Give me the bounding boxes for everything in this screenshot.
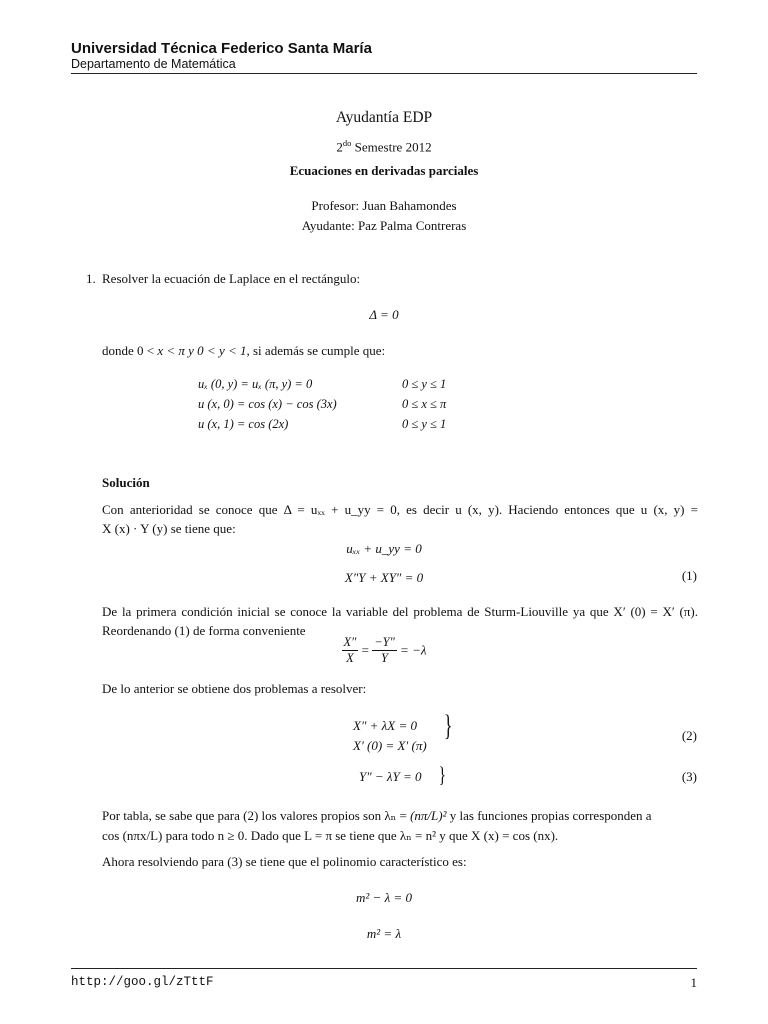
solution-paragraph-2-line-1: De la primera condición inicial se conoce la variable del problema de Sturm-Liouville ya que X′ (0) = X′ (π). — [102, 604, 698, 619]
condition-range: 0 ≤ x ≤ π — [402, 397, 447, 411]
system-2 — [353, 716, 427, 756]
condition-eq: u (x, 0) = cos (x) − cos (3x) — [198, 397, 337, 411]
problem-statement: Resolver la ecuación de Laplace en el rectángulo: — [102, 271, 361, 286]
equation-1-number: (1) — [681, 568, 697, 583]
department-name: Departamento de Matemática — [71, 57, 236, 71]
system-3: Y″ − λY = 0 — [359, 769, 422, 784]
characteristic-equation — [71, 888, 697, 908]
solution-paragraph-2-line-2: Reordenando (1) de forma conveniente — [102, 623, 306, 638]
problem-number: 1. — [86, 271, 96, 286]
equation-1-text: X″Y + XY″ = 0 — [344, 570, 424, 585]
fraction-left-den: X — [346, 651, 354, 665]
condition-row — [198, 417, 446, 437]
domain-post: , si además se cumple que: — [246, 343, 386, 358]
document-title: Ayudantía EDP — [335, 109, 433, 126]
system-2-number: (2) — [681, 728, 697, 743]
p4-part-b: y las funciones propias corresponden a — [446, 808, 652, 823]
system-2-line-2: X′ (0) = X′ (π) — [353, 738, 427, 753]
semester-line — [71, 138, 697, 155]
condition-eq: uₓ (0, y) = uₓ (π, y) = 0 — [198, 377, 313, 391]
equation-1 — [71, 568, 697, 588]
condition-eq: u (x, 1) = cos (2x) — [198, 417, 289, 431]
domain-math: x < π y 0 < y < 1 — [157, 343, 247, 358]
solution-paragraph-4-line-2: cos (nπx/L) para todo n ≥ 0. Dado que L = π se tiene que λₙ = n² y que X (x) = cos (nx). — [102, 828, 559, 843]
condition-range: 0 ≤ y ≤ 1 — [402, 417, 447, 431]
footer-divider — [71, 968, 697, 969]
semester-superscript: do — [342, 138, 352, 148]
assistant-line: Ayudante: Paz Palma Contreras — [301, 218, 467, 233]
page-number: 1 — [690, 975, 697, 990]
domain-sentence — [102, 341, 385, 361]
eigenvalue-expression: (nπ/L)² — [410, 808, 447, 823]
professor-line: Profesor: Juan Bahamondes — [311, 198, 457, 213]
system-3-number: (3) — [681, 769, 697, 784]
domain-pre: donde 0 < — [102, 343, 158, 358]
solution-paragraph-1-line-2: X (x) · Y (y) se tiene que: — [102, 521, 236, 536]
characteristic-equation-text: m² − λ = 0 — [356, 890, 412, 905]
system-2-line-1: X″ + λX = 0 — [353, 718, 417, 733]
semester-number: 2 — [336, 139, 343, 155]
laplace-equation-text: Δ = 0 — [369, 307, 399, 322]
equation-uxx — [71, 539, 697, 559]
laplace-equation — [71, 305, 697, 325]
document-subtitle: Ecuaciones en derivadas parciales — [289, 163, 479, 178]
solution-paragraph-4-line-1 — [102, 806, 698, 826]
solution-paragraph-3: De lo anterior se obtiene dos problemas a resolver: — [102, 681, 367, 696]
solution-paragraph-5: Ahora resolviendo para (3) se tiene que el polinomio característico es: — [102, 854, 467, 869]
characteristic-solution-text: m² = λ — [366, 926, 402, 941]
university-name: Universidad Técnica Federico Santa María — [71, 40, 372, 57]
system-3-brace: } — [438, 762, 446, 787]
condition-row — [198, 377, 446, 397]
fraction-tail: = −λ — [400, 642, 427, 658]
separation-fraction: $\frac{X''}{X}$ = $\frac{-Y''}{Y}$ = −λ — [343, 635, 427, 665]
fraction-right-den: Y — [381, 651, 388, 665]
p4-part-a: Por tabla, se sabe que para (2) los valores propios son λₙ = — [102, 808, 411, 823]
condition-range: 0 ≤ y ≤ 1 — [402, 377, 447, 391]
characteristic-solution — [71, 924, 697, 944]
equation-uxx-text: uₓₓ + u_yy = 0 — [346, 541, 422, 556]
fraction-right-num: −Y″ — [374, 635, 395, 649]
footer-url[interactable]: http://goo.gl/zTttF — [71, 975, 214, 989]
fraction-right — [372, 635, 397, 666]
fraction-left-num: X″ — [343, 635, 357, 649]
condition-row — [198, 397, 446, 417]
system-2-brace: } — [443, 709, 453, 742]
boundary-conditions — [198, 377, 446, 437]
solution-paragraph-1-line-1: Con anterioridad se conoce que Δ = uₓₓ + u_yy = 0, es decir u (x, y). Haciendo entonces que u (x, y) = — [102, 502, 698, 517]
header-divider — [71, 73, 697, 74]
fraction-left — [342, 635, 359, 666]
solution-heading: Solución — [102, 475, 150, 490]
semester-text: Semestre 2012 — [351, 139, 432, 155]
